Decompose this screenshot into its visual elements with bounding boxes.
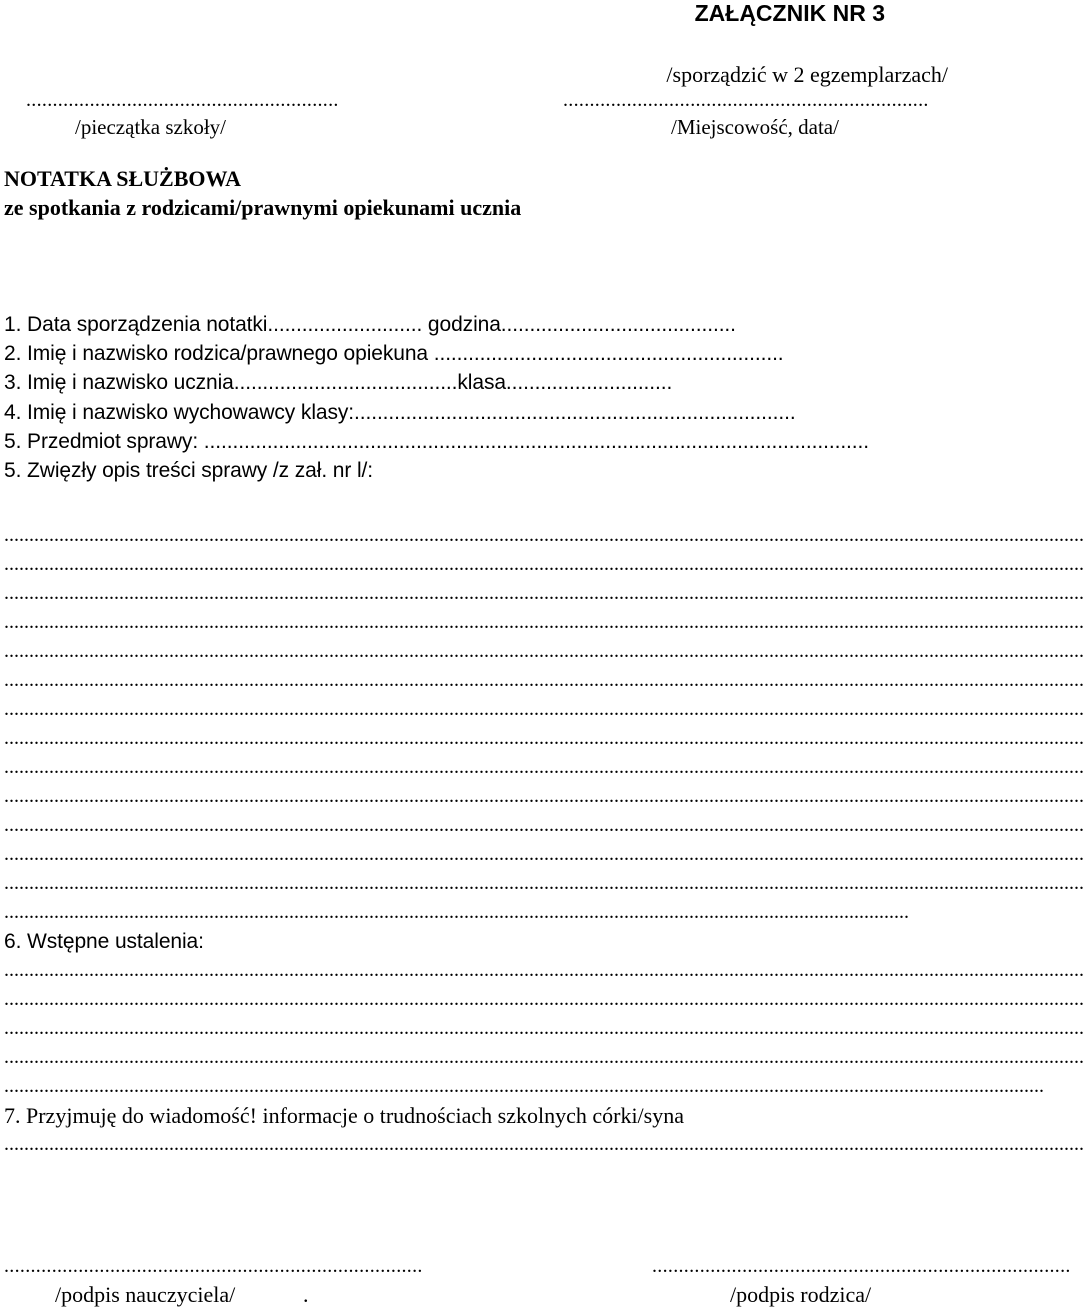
field-student-name: 3. Imię i nazwisko ucznia.......................................klasa............................. <box>4 371 673 394</box>
field-subject: 5. Przedmiot sprawy: .................................................................................................................... <box>4 430 869 453</box>
description-line: ........................................................................................................................................................................................................................ <box>4 640 1084 662</box>
description-line: ........................................................................................................................................................................................................................ <box>4 756 1084 778</box>
description-line: ........................................................................................................................................................................................................................ <box>4 814 1084 836</box>
place-date-caption: /Miejscowość, data/ <box>671 115 839 139</box>
description-line: ........................................................................................................................................................................................................................ <box>4 872 1084 894</box>
signature-separator: . <box>303 1282 309 1307</box>
description-line: ........................................................................................................................................................................................................................ <box>4 727 1084 749</box>
findings-line: ................................................................................................................................................................................................................ <box>4 1075 1044 1097</box>
description-line: ........................................................................................................................................................................................................................ <box>4 698 1084 720</box>
place-date-line: ..................................................................... <box>563 89 929 111</box>
teacher-signature-caption: /podpis nauczyciela/ <box>55 1282 236 1307</box>
description-line: ........................................................................................................................................................................................................................ <box>4 524 1084 546</box>
school-stamp-caption: /pieczątka szkoły/ <box>75 115 227 139</box>
description-line: ........................................................................................................................................................................................................................ <box>4 582 1084 604</box>
findings-line: ........................................................................................................................................................................................................................ <box>4 959 1084 981</box>
document-title: NOTATKA SŁUŻBOWA <box>4 166 241 191</box>
parent-signature-caption: /podpis rodzica/ <box>730 1282 872 1307</box>
parent-signature-line: ............................................................................... <box>652 1255 1071 1277</box>
field-note-date: 1. Data sporządzenia notatki........................... godzina......................................... <box>4 313 736 336</box>
description-line: ........................................................................................................................................................................................................................ <box>4 843 1084 865</box>
findings-line: ........................................................................................................................................................................................................................ <box>4 988 1084 1010</box>
teacher-signature-line: ............................................................................... <box>4 1255 423 1277</box>
document-subtitle: ze spotkania z rodzicami/prawnymi opiekunami ucznia <box>4 195 522 220</box>
field-parent-name: 2. Imię i nazwisko rodzica/prawnego opiekuna ............................................................. <box>4 342 784 365</box>
findings-line: ........................................................................................................................................................................................................................ <box>4 1017 1084 1039</box>
description-line: ........................................................................................................................................................................................................................ <box>4 669 1084 691</box>
description-line: ........................................................................................................................................................................................................................ <box>4 553 1084 575</box>
school-stamp-line: ........................................................... <box>26 89 339 111</box>
findings-line: ........................................................................................................................................................................................................................ <box>4 1046 1084 1068</box>
acknowledgement-label: 7. Przyjmuję do wiadomość! informacje o trudnościach szkolnych córki/syna <box>4 1103 684 1128</box>
attachment-number: ZAŁĄCZNIK NR 3 <box>694 0 885 26</box>
findings-label: 6. Wstępne ustalenia: <box>4 930 204 953</box>
copies-note: /sporządzić w 2 egzemplarzach/ <box>666 62 948 87</box>
field-teacher-name: 4. Imię i nazwisko wychowawcy klasy:............................................................................. <box>4 401 796 424</box>
field-description-label: 5. Zwięzły opis treści sprawy /z zał. nr l/: <box>4 459 374 482</box>
description-line: ..................................................................................................................................................................................... <box>4 901 909 923</box>
acknowledgement-line: ........................................................................................................................................................................................................................ <box>4 1133 1084 1155</box>
description-line: ........................................................................................................................................................................................................................ <box>4 785 1084 807</box>
description-line: ........................................................................................................................................................................................................................ <box>4 611 1084 633</box>
